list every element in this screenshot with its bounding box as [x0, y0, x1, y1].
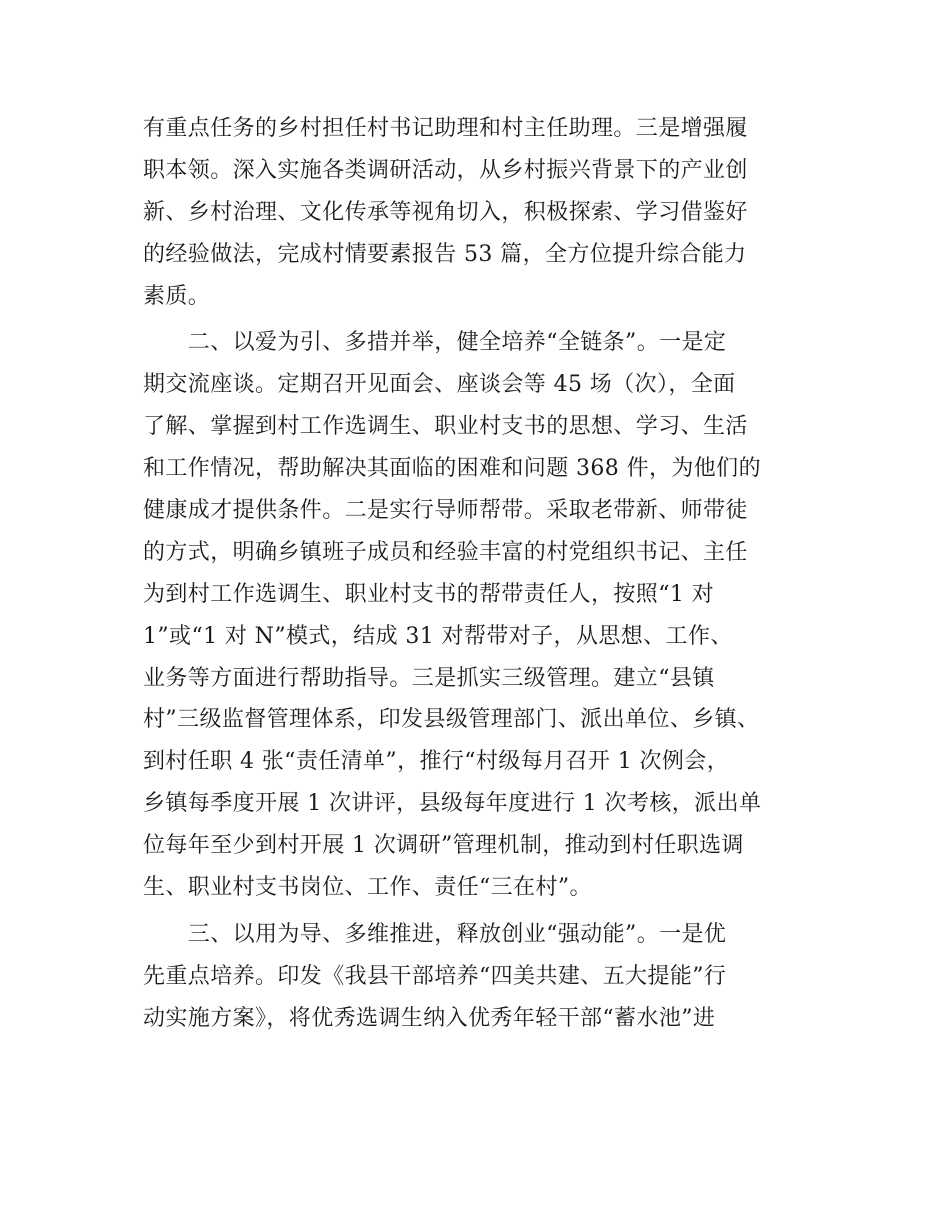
paragraph-1 [143, 108, 823, 317]
text-line: 有重点任务的乡村担任村书记助理和村主任助理。三是增强履 [143, 116, 748, 141]
text-line: 动实施方案》，将优秀选调生纳入优秀年轻干部“蓄水池”进 [143, 1005, 716, 1031]
text-line: 位每年至少到村开展 1 次调研”管理机制，推动到村任职选调 [143, 833, 744, 859]
text-line: 素质。 [143, 283, 211, 309]
paragraph-2 [143, 322, 823, 908]
text-line: 村”三级监督管理体系，印发县级管理部门、派出单位、乡镇、 [143, 707, 760, 733]
text-line: 期交流座谈。定期召开见面会、座谈会等 45 场（次），全面 [143, 372, 736, 398]
text-line: 先重点培养。印发《我县干部培养“四美共建、五大提能”行 [143, 963, 727, 989]
text-line: 的方式，明确乡镇班子成员和经验丰富的村党组织书记、主任 [143, 539, 748, 565]
text-line: 和工作情况，帮助解决其面临的困难和问题 368 件，为他们的 [143, 456, 761, 482]
text-line: 新、乡村治理、文化传承等视角切入，积极探索、学习借鉴好 [143, 199, 748, 225]
text-line: 为到村工作选调生、职业村支书的帮带责任人，按照“1 对 [143, 581, 715, 607]
text-line: 了解、掌握到村工作选调生、职业村支书的思想、学习、生活 [143, 414, 748, 440]
text-line: 的经验做法，完成村情要素报告 53 篇，全方位提升综合能力 [143, 241, 747, 267]
text-line: 三、以用为导、多维推进，释放创业“强动能”。一是优 [143, 921, 727, 947]
text-line: 乡镇每季度开展 1 次讲评，县级每年度进行 1 次考核，派出单 [143, 791, 762, 817]
text-line: 二、以爱为引、多措并举，健全培养“全链条”。一是定 [143, 330, 727, 356]
text-line: 1”或“1 对 N”模式，结成 31 对帮带对子，从思想、工作、 [143, 623, 733, 649]
text-line: 健康成才提供条件。二是实行导师帮带。采取老带新、师带徒 [143, 498, 748, 524]
text-line: 生、职业村支书岗位、工作、责任“三在村”。 [143, 875, 592, 901]
paragraph-3 [143, 914, 823, 1040]
text-line: 到村任职 4 张“责任清单”，推行“村级每月召开 1 次例会， [143, 749, 730, 775]
document-body [143, 108, 823, 1040]
text-line: 业务等方面进行帮助指导。三是抓实三级管理。建立“县镇 [143, 665, 715, 691]
text-line: 职本领。深入实施各类调研活动，从乡村振兴背景下的产业创 [143, 157, 748, 183]
